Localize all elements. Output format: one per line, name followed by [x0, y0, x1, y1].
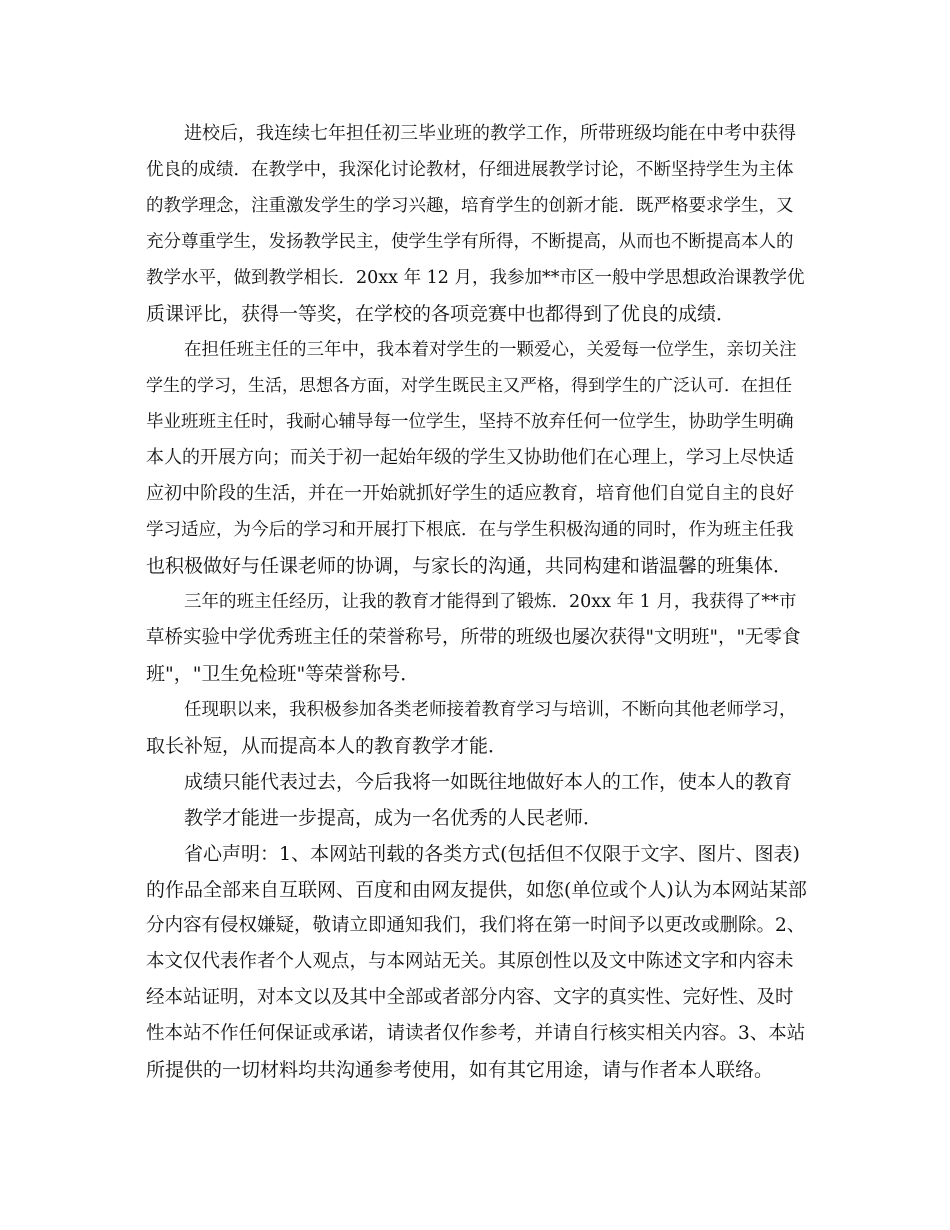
text-line: 毕业班班主任时，我耐心辅导每一位学生，坚持不放弃任何一位学生，协助学生明确	[146, 412, 794, 432]
text-line: 本文仅代表作者个人观点，与本网站无关。其原创性以及文中陈述文字和内容未	[146, 951, 794, 972]
text-line: 在担任班主任的三年中，我本着对学生的一颗爱心，关爱每一位学生，亲切关注	[184, 340, 797, 360]
text-line: 充分尊重学生，发扬教学民主，使学生学有所得，不断提高，从而也不断提高本人的	[146, 232, 794, 252]
text-line: 成绩只能代表过去，今后我将一如既往地做好本人的工作，使本人的教育	[184, 771, 793, 793]
text-line: 学习适应，为今后的学习和开展打下根底．在与学生积极沟通的同时，作为班主任我	[146, 520, 794, 540]
text-line: 也积极做好与任课老师的协调，与家长的沟通，共同构建和谐温馨的班集体．	[146, 555, 793, 577]
text-line: 本人的开展方向；而关于初一起始年级的学生又协助他们在心理上，学习上尽快适	[146, 447, 794, 468]
text-line: 草桥实验中学优秀班主任的荣誉称号，所带的班级也屡次获得"文明班"，"无零食	[146, 627, 801, 648]
document-body	[146, 116, 810, 1088]
text-line: 取长补短，从而提高本人的教育教学才能．	[146, 735, 508, 757]
text-line: 性本站不作任何保证或承诺，请读者仅作参考，并请自行核实相关内容。3、本站	[146, 1023, 806, 1044]
text-line: 班"，"卫生免检班"等荣誉称号．	[146, 663, 420, 685]
text-line: 进校后，我连续七年担任初三毕业班的教学工作，所带班级均能在中考中获得	[184, 123, 796, 144]
text-line: 所提供的一切材料均共沟通参考使用，如有其它用途，请与作者本人联络。	[146, 1059, 774, 1081]
text-line: 优良的成绩．在教学中，我深化讨论教材，仔细进展教学讨论，不断坚持学生为主体	[146, 160, 794, 180]
text-line: 任现职以来，我积极参加各类老师接着教育学习与培训，不断向其他老师学习，	[184, 700, 797, 720]
text-line: 质课评比，获得一等奖，在学校的各项竞赛中也都得到了优良的成绩．	[146, 303, 736, 325]
text-line: 三年的班主任经历，让我的教育才能得到了锻炼．20xx 年 1 月，我获得了**市	[184, 592, 797, 612]
text-line: 教学才能进一步提高，成为一名优秀的人民老师．	[184, 807, 603, 829]
text-line: 应初中阶段的生活，并在一开始就抓好学生的适应教育，培育他们自觉自主的良好	[146, 483, 794, 504]
text-line: 教学水平，做到教学相长．20xx 年 12 月，我参加**市区一般中学思想政治课教学优	[146, 268, 805, 288]
text-line: 的作品全部来自互联网、百度和由网友提供，如您(单位或个人)认为本网站某部	[146, 879, 807, 901]
text-line: 学生的学习，生活，思想各方面，对学生既民主又严格，得到学生的广泛认可．在担任	[146, 376, 792, 396]
text-line: 省心声明：1、本网站刊载的各类方式(包括但不仅限于文字、图片、图表)	[184, 843, 800, 865]
text-line: 经本站证明，对本文以及其中全部或者部分内容、文字的真实性、完好性、及时	[146, 987, 794, 1008]
text-line: 的教学理念，注重激发学生的学习兴趣，培育学生的创新才能．既严格要求学生，又	[146, 196, 794, 216]
text-line: 分内容有侵权嫌疑，敬请立即通知我们，我们将在第一时间予以更改或删除。2、	[146, 915, 806, 936]
